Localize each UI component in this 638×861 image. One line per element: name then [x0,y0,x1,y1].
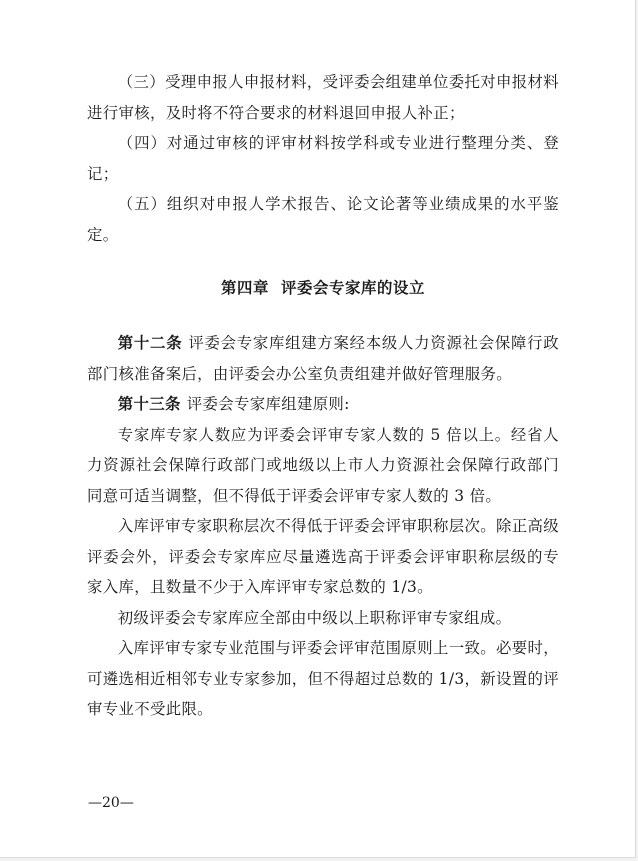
article-13-text: 评委会专家库组建原则: [186,395,350,413]
item-four-paragraph: （四）对通过审核的评审材料按学科或专业进行整理分类、登记； [87,134,559,183]
expert-count-paragraph: 专家库专家人数应为评委会评审专家人数的 5 倍以上。经省人力资源社会保障行政部门或地级以上市人力资源社会保障行政部门同意可适当调整，但不得低于评委会评审专家人数的 3 倍。 [87,425,559,505]
junior-committee-paragraph: 初级评委会专家库应全部由中级以上职称评审专家组成。 [117,608,512,627]
article-13-label: 第十三条 [117,395,181,413]
article-12-label: 第十二条 [117,334,183,352]
expert-level-paragraph: 入库评审专家职称层次不得低于评委会评审职称层次。除正高级评委会外，评委会专家库应尽量遴选高于评委会评审职称层级的专家入库，且数量不少于入库评审专家总数的 1/3。 [87,517,559,596]
chapter-number: 第四章 [221,279,270,297]
article-12-text: 评委会专家库组建方案经本级人力资源社会保障行政部门核准备案后，由评委会办公室负责组建并做好管理服务。 [87,334,559,383]
page-number: —20— [88,795,134,811]
article-13-paragraph [87,389,559,420]
item-five-paragraph: （五）组织对申报人学术报告、论文论著等业绩成果的水平鉴定。 [87,195,559,244]
chapter-heading [87,258,559,318]
article-12-paragraph [87,328,559,389]
expert-specialty-paragraph: 入库评审专家专业范围与评委会评审范围原则上一致。必要时，可遴选相近相邻专业专家参加，但不得超过总数的 1/3，新设置的评审专业不受此限。 [87,639,559,718]
chapter-title: 评委会专家库的设立 [281,279,425,297]
item-three-paragraph: （三）受理申报人申报材料，受评委会组建单位委托对申报材料进行审核，及时将不符合要求的材料退回申报人补正； [87,73,559,122]
page-content [87,67,559,725]
